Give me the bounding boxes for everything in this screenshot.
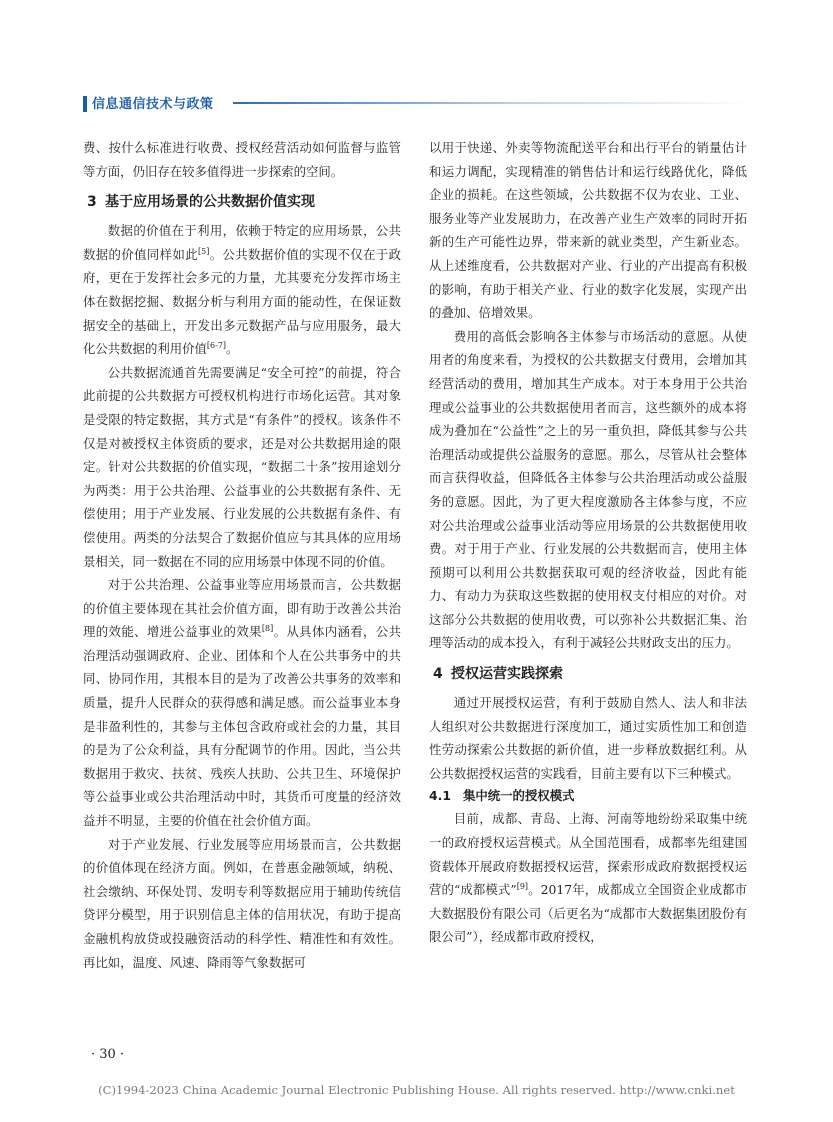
section-4-number: 4 <box>433 666 443 683</box>
section-3-heading <box>83 190 401 214</box>
subsection-4-1-title: 集中统一的授权模式 <box>463 788 575 804</box>
paragraph: 公共数据流通首先需要满足“安全可控”的前提，符合此前提的公共数据方可授权机构进行市场化运营。其对象是受限的特定数据，其方式是“有条件”的授权。该条件不仅是对被授权主体资质的要求，还是对公共数据用途的限定。针对公共数据的价值实现，“数据二十条”按用途划分为两类：用于公共治理、公益事业的公共数据有条件、无偿使用；用于产业发展、行业发展的公共数据有条件、有偿使用。两类的分法契合了数据价值应与其具体的应用场景相关，同一数据在不同的应用场景中体现不同的价值。 <box>83 364 401 569</box>
paragraph-text: 。从具体内涵看，公共治理活动强调政府、企业、团体和个人在公共事务中的共同、协同作用，其根本目的是为了改善公共事务的效率和质量，提升人民群众的获得感和满足感。而公益事业本身是非盈利性的，其参与主体包含政府或社会的力量，其目的是为了公众利益，具有分配调节的作用。因此，当公共数据用于救灾、扶贫、残疾人扶助、公共卫生、环境保护等公益事业或公共治理活动中时，其货币可度量的经济效益并不明显，主要的价值在社会价值方面。 <box>83 624 402 829</box>
paragraph-text: 。2017年，成都成立全国资企业成都市大数据股份有限公司（后更名为“成都市大数据集团股份有限公司”），经成都市政府授权， <box>429 882 747 945</box>
subsection-4-1-heading <box>429 785 747 807</box>
paragraph-text: 。 <box>226 341 239 357</box>
paragraph <box>429 807 747 949</box>
section-3-title: 基于应用场景的公共数据价值实现 <box>105 194 315 211</box>
page-number: · 30 · <box>91 1047 125 1062</box>
left-column <box>83 136 401 974</box>
paragraph: 通过开展授权运营，有利于鼓励自然人、法人和非法人组织对公共数据进行深度加工，通过实质性加工和创造性劳动探索公共数据的新价值，进一步释放数据红利。从公共数据授权运营的实践看，目前主要有以下三种模式。 <box>429 695 747 781</box>
section-4-title: 授权运营实践探索 <box>451 666 563 683</box>
header-accent-bar <box>83 96 87 112</box>
subsection-4-1-number: 4.1 <box>429 788 451 804</box>
journal-title: 信息通信技术与政策 <box>92 97 214 112</box>
paragraph-text: 数据的价值在于利用，依赖于特定的应用场景，公共数据的价值同样如此 <box>83 223 401 262</box>
citation-ref[interactable]: [6-7] <box>206 341 227 351</box>
paragraph <box>83 573 401 833</box>
paragraph: 费用的高低会影响各主体参与市场活动的意愿。从使用者的角度来看，为授权的公共数据支付费用，会增加其经营活动的费用，增加其生产成本。对于本身用于公共治理或公益事业的公共数据使用者而言，这些额外的成本将成为叠加在“公益性”之上的另一重负担，降低其参与公共治理活动或提供公益服务的意愿。那么，尽管从社会整体而言获得收益，但降低各主体参与公共治理活动或公益服务的意愿。因此，为了更大程度激励各主体参与度，不应对公共治理或公益事业活动等应用场景的公共数据使用收费。对于用于产业、行业发展的公共数据而言，使用主体预期可以利用公共数据获取可观的经济收益，因此有能力、有动力为获取这些数据的使用权支付相应的对价。对这部分公共数据的使用收费，可以弥补公共数据汇集、治理等活动的成本投入，有利于减轻公共财政支出的压力。 <box>429 328 747 651</box>
paragraph: 对于产业发展、行业发展等应用场景而言，公共数据的价值体现在经济方面。例如，在普惠金融领域，纳税、社会缴纳、环保处罚、发明专利等数据应用于辅助传统信贷评分模型，用于识别信息主体的信用状况，有助于提高金融机构放贷或投融资活动的科学性、精准性和有效性。再比如，温度、风速、降雨等气象数据可 <box>83 836 401 970</box>
citation-ref[interactable]: [9] <box>516 882 529 892</box>
paragraph-text: 。公共数据价值的实现不仅在于政府，更在于发挥社会多元的力量，尤其要充分发挥市场主体在数据挖掘、数据分析与利用方面的能动性，在保证数据安全的基础上，开发出多元数据产品与应用服务，最大化公共数据的利用价值 <box>83 246 402 357</box>
paragraph-text: 目前，成都、青岛、上海、河南等地纷纷采取集中统一的政府授权运营模式。从全国范围看，成都率先组建国资载体开展政府数据授权运营，探索形成政府数据授权运营的“成都模式” <box>429 811 747 898</box>
copyright-footer: (C)1994-2023 China Academic Journal Electronic Publishing House. All rights reserved. http://www.cnki.net <box>98 1083 735 1097</box>
paragraph: 以用于快递、外卖等物流配送平台和出行平台的销量估计和运力调配，实现精准的销售估计和运行线路优化，降低企业的损耗。在这些领域，公共数据不仅为农业、工业、服务业等产业发展助力，在改善产业生产效率的同时开拓新的生产可能性边界，带来新的就业类型，产生新业态。从上述维度看，公共数据对产业、行业的产出提高有积极的影响，有助于相关产业、行业的数字化发展，实现产出的叠加、倍增效果。 <box>429 140 747 321</box>
citation-ref[interactable]: [5] <box>198 246 210 256</box>
right-column <box>429 136 747 949</box>
paragraph-text: 对于公共治理、公益事业等应用场景而言，公共数据的价值主要体现在其社会价值方面，即有助于改善公共治理的效能、增进公益事业的效果 <box>83 577 401 640</box>
section-3-number: 3 <box>87 194 97 211</box>
section-4-heading <box>429 662 747 686</box>
citation-ref[interactable]: [8] <box>261 624 274 634</box>
intro-paragraph: 费、按什么标准进行收费、授权经营活动如何监督与监管等方面，仍旧存在较多值得进一步探索的空间。 <box>83 140 401 179</box>
header-rule <box>233 102 750 104</box>
paragraph <box>83 219 401 361</box>
